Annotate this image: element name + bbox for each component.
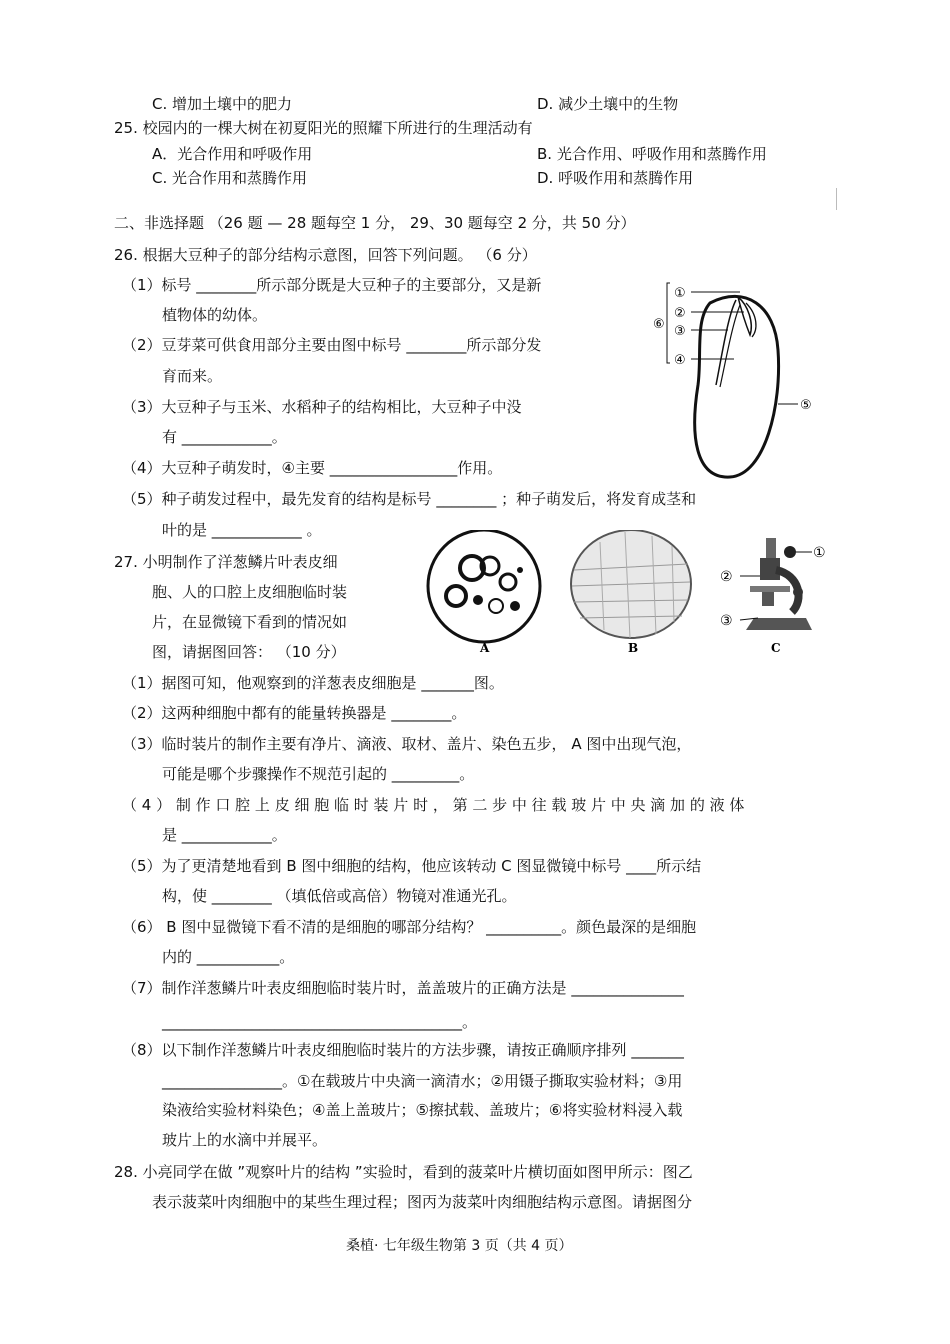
- soybean-seed-diagram: [650, 275, 830, 480]
- q26-line1b: 植物体的幼体。: [162, 306, 268, 324]
- seed-label-2: ②: [674, 306, 686, 321]
- q27-line7: （7）制作洋葱鳞片叶表皮细胞临时装片时，盖盖玻片的正确方法是 _______________: [122, 979, 684, 997]
- seed-label-3: ③: [674, 324, 686, 339]
- q25-option-c: C. 光合作用和蒸腾作用: [152, 169, 308, 187]
- q24-option-d: D. 减少土壤中的生物: [537, 95, 679, 113]
- q25-stem: 25. 校园内的一棵大树在初夏阳光的照耀下所进行的生理活动有: [114, 119, 533, 137]
- microscope-views-figure: [420, 530, 840, 660]
- q26-line3: （3）大豆种子与玉米、水稻种子的结构相比，大豆种子中没: [122, 398, 522, 416]
- seed-label-1: ①: [674, 286, 686, 301]
- micro-label-2: ②: [720, 569, 733, 585]
- q28-line1: 28. 小亮同学在做 ”观察叶片的结构 ”实验时，看到的菠菜叶片横切面如图甲所示：图乙: [114, 1163, 693, 1181]
- view-b-onion-cells: [571, 530, 691, 638]
- q27-stem-line4: 图，请据图回答： （10 分）: [152, 643, 346, 661]
- q27-stem-line2: 胞、人的口腔上皮细胞临时装: [152, 583, 348, 601]
- q27-line2: （2）这两种细胞中都有的能量转换器是 ________。: [122, 704, 467, 722]
- q26-line5: （5）种子萌发过程中，最先发育的结构是标号 ________ ；种子萌发后，将发育成茎和: [122, 490, 697, 508]
- q26-line5b: 叶的是 ____________ 。: [162, 521, 322, 539]
- q26-line2: （2）豆芽菜可供食用部分主要由图中标号 ________所示部分发: [122, 336, 542, 354]
- section2-title: 二、非选择题 （26 题 — 28 题每空 1 分， 29、30 题每空 2 分，共 50 分）: [114, 214, 636, 232]
- q25-option-a: A．光合作用和呼吸作用: [152, 145, 313, 163]
- q26-stem: 26. 根据大豆种子的部分结构示意图，回答下列问题。 （6 分）: [114, 246, 537, 264]
- q27-line8d: 玻片上的水滴中并展平。: [162, 1131, 328, 1149]
- q27-line6b: 内的 ___________。: [162, 948, 295, 966]
- q27-stem-line1: 27. 小明制作了洋葱鳞片叶表皮细: [114, 553, 338, 571]
- q24-option-c: C. 增加土壤中的肥力: [152, 95, 293, 113]
- seed-label-5: ⑤: [800, 398, 812, 413]
- label-a: A: [480, 641, 490, 655]
- q27-line4: （ 4 ） 制 作 口 腔 上 皮 细 胞 临 时 装 片 时 ， 第 二 步 中 往 载 玻 片 中 央 滴 加 的 液 体: [122, 796, 745, 814]
- q27-line8b: ________________。①在载玻片中央滴一滴清水；②用镊子撕取实验材料；③用: [162, 1072, 683, 1090]
- micro-label-3: ③: [720, 613, 733, 629]
- q27-line8c: 染液给实验材料染色；④盖上盖玻片；⑤擦拭载、盖玻片；⑥将实验材料浸入载: [162, 1101, 683, 1119]
- q27-line4b: 是 ____________。: [162, 826, 287, 844]
- seed-label-4: ④: [674, 353, 686, 368]
- q26-line4: （4）大豆种子萌发时，④主要 _________________作用。: [122, 459, 503, 477]
- page-footer: 桑植· 七年级生物第 3 页（共 4 页）: [346, 1238, 573, 1254]
- q27-line1: （1）据图可知，他观察到的洋葱表皮细胞是 _______图。: [122, 674, 504, 692]
- seed-label-6: ⑥: [653, 317, 665, 332]
- q28-line2: 表示菠菜叶肉细胞中的某些生理过程；图丙为菠菜叶肉细胞结构示意图。请据图分: [152, 1193, 693, 1211]
- q26-line2b: 育而来。: [162, 367, 223, 385]
- margin-mark: [836, 188, 837, 210]
- q27-line6: （6） B 图中显微镜下看不清的是细胞的哪部分结构？ __________。颜色最深的是细胞: [122, 918, 697, 936]
- view-a-cheek-cells: [428, 530, 540, 642]
- q25-option-b: B. 光合作用、呼吸作用和蒸腾作用: [537, 145, 767, 163]
- q26-line1: （1）标号 ________所示部分既是大豆种子的主要部分，又是新: [122, 276, 542, 294]
- q27-stem-line3: 片，在显微镜下看到的情况如: [152, 613, 348, 631]
- micro-label-1: ①: [813, 545, 826, 561]
- q27-line5: （5）为了更清楚地看到 B 图中细胞的结构，他应该转动 C 图显微镜中标号 ____所示结: [122, 857, 702, 875]
- q27-line5b: 构，使 ________ （填低倍或高倍）物镜对准通光孔。: [162, 887, 517, 905]
- q27-line3b: 可能是哪个步骤操作不规范引起的 _________。: [162, 765, 475, 783]
- q26-line3b: 有 ____________。: [162, 428, 287, 446]
- label-b: B: [628, 641, 639, 655]
- label-c: C: [771, 641, 781, 655]
- q27-line7b: ________________________________________。: [162, 1013, 478, 1031]
- q27-line3: （3）临时装片的制作主要有净片、滴液、取材、盖片、染色五步， A 图中出现气泡，: [122, 735, 692, 753]
- q27-line8: （8）以下制作洋葱鳞片叶表皮细胞临时装片的方法步骤，请按正确顺序排列 _______: [122, 1041, 684, 1059]
- q25-option-d: D. 呼吸作用和蒸腾作用: [537, 169, 694, 187]
- view-c-microscope: [740, 538, 812, 630]
